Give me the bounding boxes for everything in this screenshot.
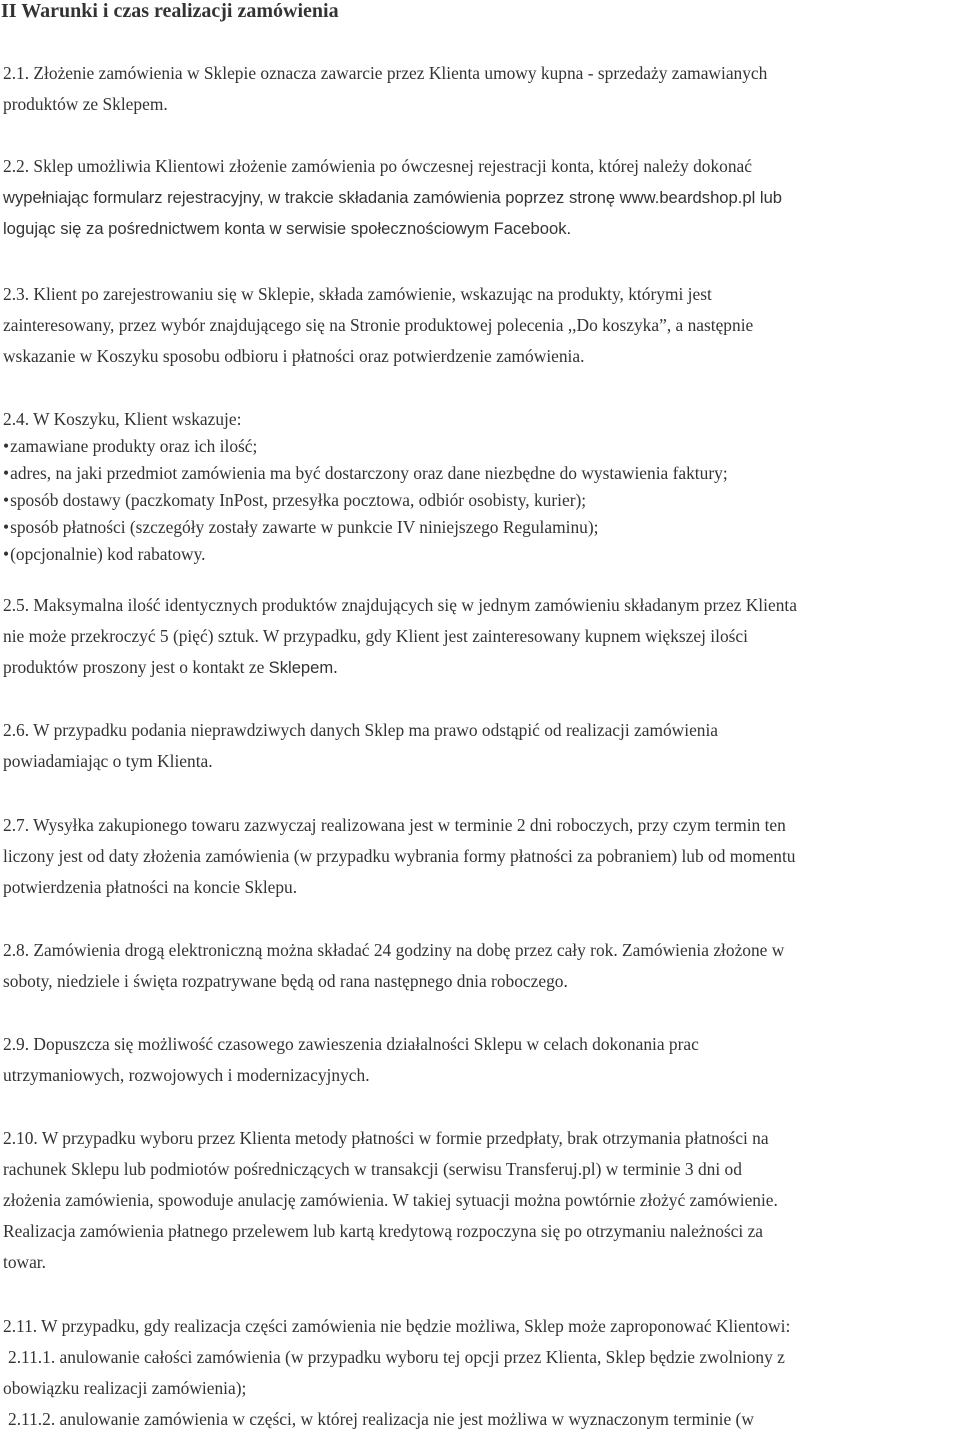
paragraph-2-2 bbox=[3, 151, 958, 244]
section-title: II Warunki i czas realizacji zamówienia bbox=[1, 0, 339, 22]
paragraph-line: obowiązku realizacji zamówienia); bbox=[3, 1378, 247, 1398]
bullet-icon: • bbox=[3, 490, 10, 510]
list-item-text: (opcjonalnie) kod rabatowy. bbox=[10, 544, 206, 564]
paragraph-line: 2.2. Sklep umożliwia Klientowi złożenie zamówienia po ówczesnej rejestracji konta, której należy dokonać bbox=[3, 156, 752, 176]
paragraph-line: wskazanie w Koszyku sposobu odbioru i płatności oraz potwierdzenie zamówienia. bbox=[3, 346, 585, 366]
paragraph-2-9 bbox=[3, 1029, 958, 1091]
bullet-icon: • bbox=[3, 517, 10, 537]
paragraph-text: . bbox=[333, 657, 338, 677]
paragraph-line: utrzymaniowych, rozwojowych i modernizacyjnych. bbox=[3, 1065, 370, 1085]
paragraph-line: złożenia zamówienia, spowoduje anulację zamówienia. W takiej sytuacji można powtórnie złożyć zamówienie. bbox=[3, 1190, 778, 1210]
paragraph-line: logując się za pośrednictwem konta w serwisie społecznościowym Facebook. bbox=[3, 219, 572, 238]
list-item bbox=[3, 541, 958, 568]
paragraph-2-5 bbox=[3, 590, 958, 683]
paragraph-2-6 bbox=[3, 715, 958, 777]
bullet-icon: • bbox=[3, 436, 10, 456]
paragraph-2-11 bbox=[3, 1311, 958, 1435]
paragraph-line: Realizacja zamówienia płatnego przelewem lub kartą kredytową rozpoczyna się po otrzymaniu należności za bbox=[3, 1221, 764, 1241]
paragraph-line: 2.1. Złożenie zamówienia w Sklepie oznacza zawarcie przez Klienta umowy kupna - sprzedaży zamawianych bbox=[3, 63, 768, 83]
paragraph-line bbox=[3, 652, 958, 683]
paragraph-line: 2.3. Klient po zarejestrowaniu się w Sklepie, składa zamówienie, wskazując na produkty, którymi jest bbox=[3, 284, 712, 304]
list-item-text: sposób płatności (szczegóły zostały zawarte w punkcie IV niniejszego Regulaminu); bbox=[10, 517, 599, 537]
sklep-link[interactable]: Sklepem bbox=[268, 658, 334, 677]
paragraph-line: liczony jest od daty złożenia zamówienia (w przypadku wybrania formy płatności za pobraniem) lub od momentu bbox=[3, 846, 796, 866]
paragraph-line: potwierdzenia płatności na koncie Sklepu. bbox=[3, 877, 298, 897]
paragraph-line: soboty, niedziele i święta rozpatrywane będą od rana następnego dnia roboczego. bbox=[3, 971, 568, 991]
paragraph-2-4 bbox=[3, 406, 958, 568]
paragraph-line: rachunek Sklepu lub podmiotów pośredniczących w transakcji (serwisu Transferuj.pl) w terminie 3 dni od bbox=[3, 1159, 742, 1179]
bullet-icon: • bbox=[3, 544, 10, 564]
paragraph-line: 2.11. W przypadku, gdy realizacja części zamówienia nie będzie możliwa, Sklep może zaproponować Klientowi: bbox=[3, 1316, 791, 1336]
bullet-icon: • bbox=[3, 463, 10, 483]
paragraph-line: 2.8. Zamówienia drogą elektroniczną można składać 24 godziny na dobę przez cały rok. Zamówienia złożone w bbox=[3, 940, 785, 960]
paragraph-line: towar. bbox=[3, 1252, 46, 1272]
paragraph-2-1 bbox=[3, 58, 958, 120]
list-item-text: adres, na jaki przedmiot zamówienia ma być dostarczony oraz dane niezbędne do wystawienia faktury; bbox=[10, 463, 728, 483]
paragraph-line: wypełniając formularz rejestracyjny, w trakcie składania zamówienia poprzez stronę www.beardshop.pl lub bbox=[3, 188, 783, 207]
paragraph-2-7 bbox=[3, 810, 958, 903]
list-item bbox=[3, 460, 958, 487]
list-item-text: sposób dostawy (paczkomaty InPost, przesyłka pocztowa, odbiór osobisty, kurier); bbox=[10, 490, 587, 510]
list-item bbox=[3, 487, 958, 514]
paragraph-line: powiadamiając o tym Klienta. bbox=[3, 751, 213, 771]
paragraph-line: 2.6. W przypadku podania nieprawdziwych danych Sklep ma prawo odstąpić od realizacji zamówienia bbox=[3, 720, 719, 740]
paragraph-2-8 bbox=[3, 935, 958, 997]
paragraph-line: 2.9. Dopuszcza się możliwość czasowego zawieszenia działalności Sklepu w celach dokonania prac bbox=[3, 1034, 699, 1054]
paragraph-text: produktów proszony jest o kontakt ze bbox=[3, 657, 269, 677]
list-item bbox=[3, 433, 958, 460]
paragraph-line: 2.5. Maksymalna ilość identycznych produktów znajdujących się w jednym zamówieniu składanym przez Klienta bbox=[3, 595, 797, 615]
list-item bbox=[3, 514, 958, 541]
paragraph-line: nie może przekroczyć 5 (pięć) sztuk. W przypadku, gdy Klient jest zainteresowany kupnem większej ilości bbox=[3, 626, 748, 646]
paragraph-2-3 bbox=[3, 279, 958, 372]
paragraph-2-10 bbox=[3, 1123, 958, 1278]
paragraph-line: 2.11.1. anulowanie całości zamówienia (w przypadku wyboru tej opcji przez Klienta, Sklep będzie zwolniony z bbox=[8, 1347, 785, 1367]
list-item-text: zamawiane produkty oraz ich ilość; bbox=[10, 436, 258, 456]
paragraph-line: 2.4. W Koszyku, Klient wskazuje: bbox=[3, 409, 242, 429]
paragraph-line: 2.11.2. anulowanie zamówienia w części, w której realizacja nie jest możliwa w wyznaczonym terminie (w bbox=[8, 1409, 754, 1429]
paragraph-line: 2.10. W przypadku wyboru przez Klienta metody płatności w formie przedpłaty, brak otrzymania płatności na bbox=[3, 1128, 769, 1148]
paragraph-line: zainteresowany, przez wybór znajdującego się na Stronie produktowej polecenia ,,Do koszyka”, a następnie bbox=[3, 315, 754, 335]
paragraph-line: 2.7. Wysyłka zakupionego towaru zazwyczaj realizowana jest w terminie 2 dni roboczych, przy czym termin ten bbox=[3, 815, 786, 835]
paragraph-line: produktów ze Sklepem. bbox=[3, 94, 168, 114]
